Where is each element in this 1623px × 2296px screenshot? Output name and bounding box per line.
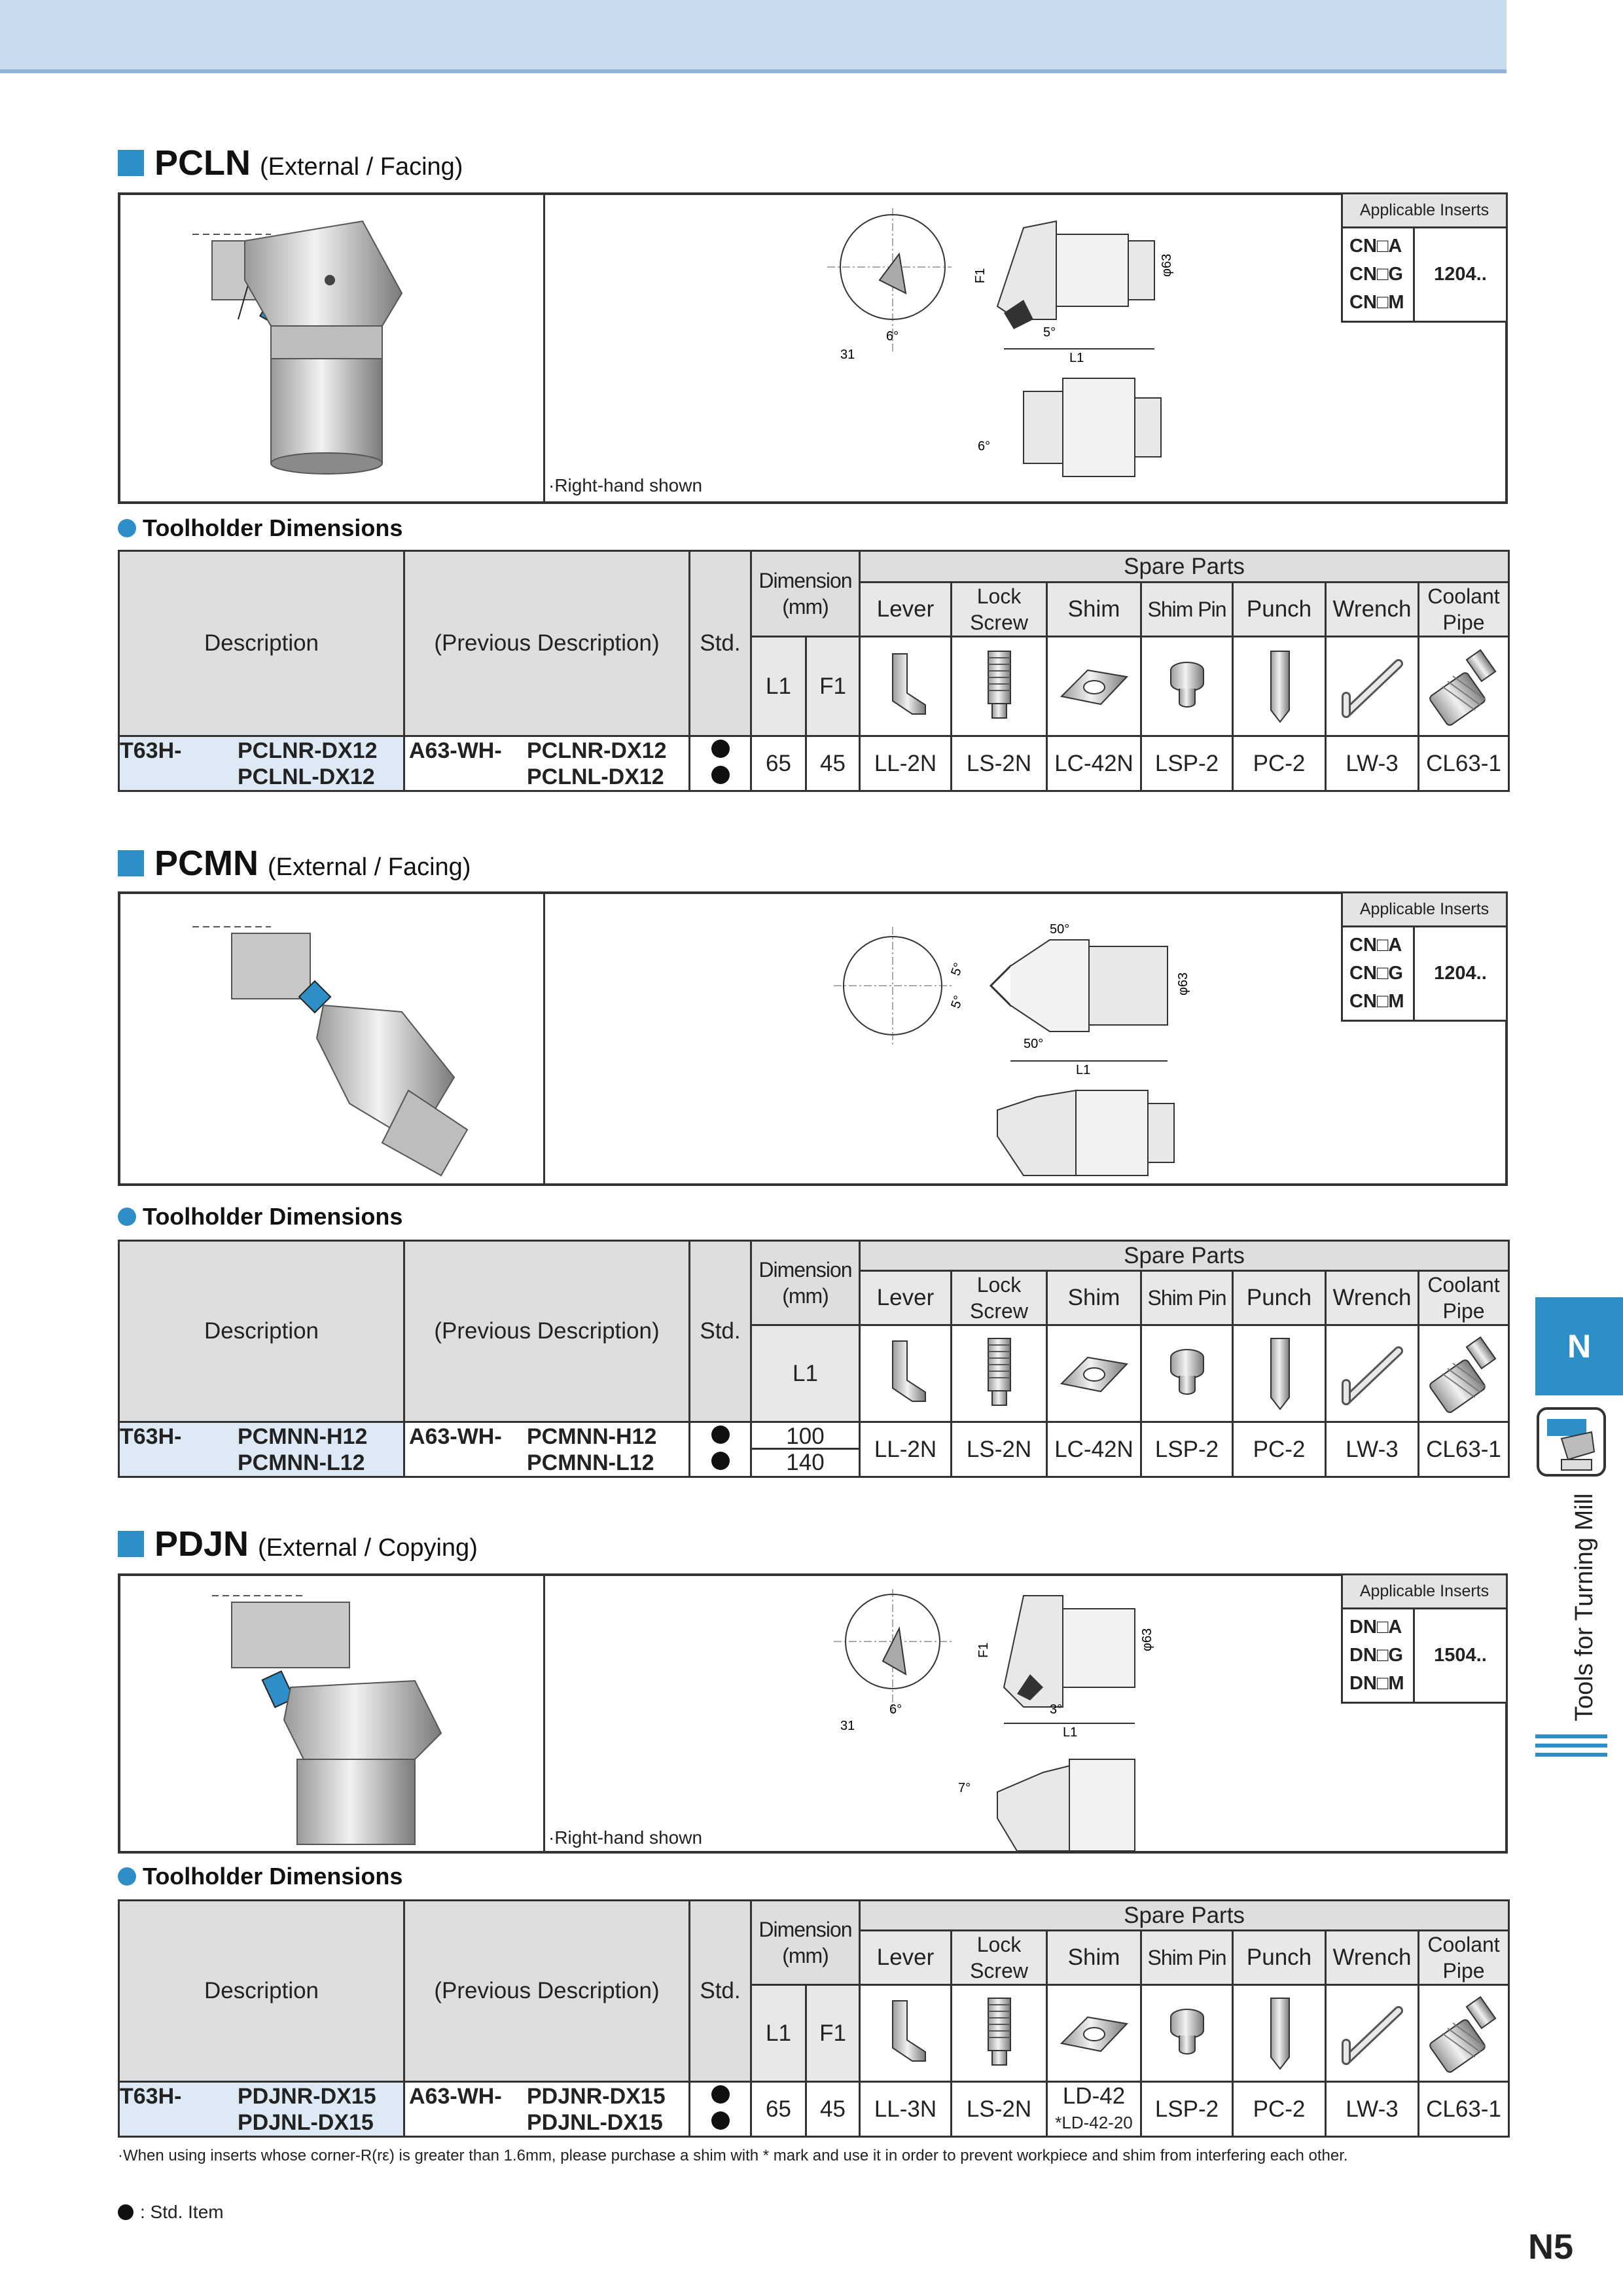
l1-value: 65	[751, 2082, 806, 2137]
figure-divider	[543, 894, 545, 1183]
turning-mill-icon	[1535, 1406, 1607, 1478]
col-wrench: Wrench	[1326, 583, 1419, 637]
lever-icon	[860, 637, 952, 736]
lever-value: LL-3N	[860, 2082, 952, 2137]
col-l1: L1	[751, 1985, 806, 2082]
wrench-icon	[1326, 1985, 1419, 2082]
phi63-label: φ63	[1176, 972, 1190, 996]
coolant-pipe-icon	[1419, 1985, 1509, 2082]
figure-box-pcmn	[118, 891, 1508, 1186]
col-shim: Shim	[1047, 1931, 1141, 1985]
col-std: Std.	[690, 1241, 751, 1422]
punch-icon	[1233, 1325, 1326, 1422]
side-stripes	[1535, 1734, 1607, 1761]
lock-screw-value: LS-2N	[952, 1422, 1047, 1477]
applicable-inserts-box	[1341, 192, 1508, 323]
wrench-icon	[1326, 637, 1419, 736]
toolholder-dims-label	[118, 514, 402, 542]
angle-label-2: 50°	[1024, 1037, 1044, 1051]
shim-pin-value: LSP-2	[1141, 1422, 1233, 1477]
insert-grade-a: DN□A	[1349, 1617, 1402, 1638]
side-vertical-text: Tools for Turning Mill	[1571, 1493, 1598, 1721]
col-std: Std.	[690, 1901, 751, 2082]
col-shim-pin: Shim Pin	[1141, 1931, 1233, 1985]
inserts-header: Applicable Inserts	[1343, 194, 1506, 228]
l1-value: 65	[751, 736, 806, 791]
col-f1: F1	[806, 1985, 860, 2082]
insert-size: 1204..	[1434, 963, 1487, 984]
applicable-inserts-box	[1341, 1573, 1508, 1704]
col-description: Description	[119, 551, 404, 736]
applicable-inserts-box	[1341, 891, 1508, 1022]
col-previous: (Previous Description)	[404, 1241, 690, 1422]
dims-table-pdjn	[118, 1899, 1510, 2138]
insert-grade-g: CN□G	[1349, 264, 1403, 285]
punch-icon	[1233, 1985, 1326, 2082]
col-lock-screw: Lock Screw	[952, 1271, 1047, 1325]
col-l1: L1	[751, 1325, 860, 1422]
section-subtitle: (External / Copying)	[258, 1534, 478, 1562]
l1-value-l12: 140	[786, 1449, 825, 1475]
previous-description-cell: A63-WH- PCLNR-DX12 PCLNL-DX12	[404, 736, 690, 791]
section-square-icon	[118, 150, 144, 176]
shim-value: LC-42N	[1047, 736, 1141, 791]
wrench-value: LW-3	[1326, 1422, 1419, 1477]
lock-screw-icon	[952, 1985, 1047, 2082]
punch-icon	[1233, 637, 1326, 736]
dim-31-label: 31	[840, 348, 855, 362]
l1-label: L1	[1069, 351, 1084, 365]
std-cell	[690, 1422, 751, 1477]
coolant-pipe-value: CL63-1	[1419, 736, 1509, 791]
figure-box-pdjn	[118, 1573, 1508, 1854]
figure-divider	[543, 1576, 545, 1851]
inserts-header: Applicable Inserts	[1343, 1575, 1506, 1609]
col-coolant-pipe: Coolant Pipe	[1419, 1271, 1509, 1325]
toolholder-photo-icon	[192, 1589, 480, 1851]
col-spare-parts: Spare Parts	[860, 551, 1509, 583]
f1-value: 45	[806, 736, 860, 791]
punch-value: PC-2	[1233, 2082, 1326, 2137]
lock-screw-value: LS-2N	[952, 736, 1047, 791]
col-spare-parts: Spare Parts	[860, 1901, 1509, 1931]
section-code: PCMN	[154, 844, 259, 883]
toolholder-dims-text: Toolholder Dimensions	[143, 1863, 403, 1890]
col-dimension: Dimension (mm)	[751, 551, 860, 637]
toolholder-dims-text: Toolholder Dimensions	[143, 1203, 403, 1230]
col-shim-pin: Shim Pin	[1141, 1271, 1233, 1325]
shim-pin-value: LSP-2	[1141, 2082, 1233, 2137]
phi63-label: φ63	[1140, 1628, 1154, 1651]
insert-grade-m: DN□M	[1349, 1673, 1404, 1694]
coolant-pipe-icon	[1419, 1325, 1509, 1422]
col-l1: L1	[751, 637, 806, 736]
std-dot-icon	[711, 740, 730, 758]
toolholder-dims-label	[118, 1203, 402, 1230]
angle-label-1: 6°	[886, 329, 899, 344]
insert-size: 1504..	[1434, 1645, 1487, 1666]
col-lever: Lever	[860, 1931, 952, 1985]
insert-grade-a: CN□A	[1349, 236, 1402, 257]
shim-icon	[1047, 1985, 1141, 2082]
previous-description-cell: A63-WH- PDJNR-DX15 PDJNL-DX15	[404, 2082, 690, 2137]
technical-drawing-icon	[827, 1583, 1416, 1857]
col-spare-parts: Spare Parts	[860, 1241, 1509, 1271]
section-square-icon	[118, 1531, 144, 1557]
col-previous: (Previous Description)	[404, 1901, 690, 2082]
col-dimension: Dimension (mm)	[751, 1241, 860, 1325]
col-f1: F1	[806, 637, 860, 736]
right-hand-note: ·Right-hand shown	[548, 1827, 703, 1848]
dims-table-pcln	[118, 550, 1510, 792]
shim-icon	[1047, 1325, 1141, 1422]
legend-text: : Std. Item	[140, 2202, 224, 2222]
col-coolant-pipe: Coolant Pipe	[1419, 1931, 1509, 1985]
bullet-dot-icon	[118, 1867, 136, 1886]
std-dot-icon	[711, 1452, 730, 1470]
insert-grade-a: CN□A	[1349, 935, 1402, 956]
angle-label-1: 6°	[889, 1702, 902, 1717]
shim-pin-value: LSP-2	[1141, 736, 1233, 791]
f1-label: F1	[973, 268, 988, 283]
section-title-pcln	[118, 143, 463, 183]
legend	[118, 2202, 224, 2223]
shim-icon	[1047, 637, 1141, 736]
wrench-value: LW-3	[1326, 2082, 1419, 2137]
section-title-pcmn	[118, 843, 471, 884]
punch-value: PC-2	[1233, 736, 1326, 791]
previous-description-cell: A63-WH- PCMNN-H12 PCMNN-L12	[404, 1422, 690, 1477]
description-cell: T63H- PCMNN-H12 PCMNN-L12	[119, 1422, 404, 1477]
std-dot-icon	[711, 2111, 730, 2130]
insert-grade-g: DN□G	[1349, 1645, 1403, 1666]
coolant-pipe-icon	[1419, 637, 1509, 736]
angle-label-3: 5°	[948, 961, 967, 978]
shim-value: LD-42 *LD-42-20	[1047, 2082, 1141, 2137]
col-previous: (Previous Description)	[404, 551, 690, 736]
coolant-pipe-value: CL63-1	[1419, 2082, 1509, 2137]
section-square-icon	[118, 850, 144, 876]
punch-value: PC-2	[1233, 1422, 1326, 1477]
dim-31-label: 31	[840, 1719, 855, 1733]
angle-label-3: 6°	[978, 439, 991, 454]
inserts-header: Applicable Inserts	[1343, 893, 1506, 927]
col-shim: Shim	[1047, 583, 1141, 637]
phi63-label: φ63	[1160, 253, 1174, 277]
insert-grade-m: CN□M	[1349, 991, 1404, 1012]
col-punch: Punch	[1233, 1931, 1326, 1985]
section-subtitle: (External / Facing)	[268, 853, 471, 881]
l1-label: L1	[1076, 1063, 1091, 1077]
angle-label-4: 5°	[948, 994, 967, 1011]
shim-pin-icon	[1141, 1325, 1233, 1422]
angle-label-2: 5°	[1043, 325, 1056, 340]
description-cell: T63H- PCLNR-DX12 PCLNL-DX12	[119, 736, 404, 791]
description-cell: T63H- PDJNR-DX15 PDJNL-DX15	[119, 2082, 404, 2137]
right-hand-note: ·Right-hand shown	[548, 475, 703, 495]
col-coolant-pipe: Coolant Pipe	[1419, 583, 1509, 637]
technical-drawing-icon	[827, 202, 1416, 503]
lever-value: LL-2N	[860, 736, 952, 791]
side-tab-n: N	[1535, 1297, 1623, 1395]
insert-grade-m: CN□M	[1349, 292, 1404, 313]
col-description: Description	[119, 1241, 404, 1422]
f1-value: 45	[806, 2082, 860, 2137]
std-dot-icon	[118, 2204, 134, 2220]
std-cell	[690, 2082, 751, 2137]
lock-screw-value: LS-2N	[952, 2082, 1047, 2137]
std-cell	[690, 736, 751, 791]
lever-icon	[860, 1325, 952, 1422]
col-punch: Punch	[1233, 583, 1326, 637]
angle-label-1: 50°	[1050, 922, 1070, 937]
wrench-icon	[1326, 1325, 1419, 1422]
std-dot-icon	[711, 1426, 730, 1444]
lock-screw-icon	[952, 1325, 1047, 1422]
figure-box-pcln	[118, 192, 1508, 504]
f1-label: F1	[976, 1642, 991, 1658]
insert-grade-g: CN□G	[1349, 963, 1403, 984]
col-wrench: Wrench	[1326, 1931, 1419, 1985]
std-dot-icon	[711, 766, 730, 784]
section-title-pdjn	[118, 1524, 478, 1564]
col-lock-screw: Lock Screw	[952, 583, 1047, 637]
insert-size: 1204..	[1434, 264, 1487, 285]
section-subtitle: (External / Facing)	[260, 153, 463, 181]
l1-label: L1	[1063, 1725, 1078, 1740]
page-number: N5	[1527, 2227, 1573, 2267]
col-wrench: Wrench	[1326, 1271, 1419, 1325]
col-shim-pin: Shim Pin	[1141, 583, 1233, 637]
toolholder-photo-icon	[192, 208, 480, 496]
section-code: PDJN	[154, 1524, 249, 1564]
coolant-pipe-value: CL63-1	[1419, 1422, 1509, 1477]
bullet-dot-icon	[118, 519, 136, 537]
shim-pin-icon	[1141, 1985, 1233, 2082]
toolholder-dims-label	[118, 1863, 402, 1890]
col-shim: Shim	[1047, 1271, 1141, 1325]
lock-screw-icon	[952, 637, 1047, 736]
wrench-value: LW-3	[1326, 736, 1419, 791]
std-dot-icon	[711, 2085, 730, 2104]
toolholder-photo-icon	[192, 907, 480, 1182]
lever-icon	[860, 1985, 952, 2082]
col-lock-screw: Lock Screw	[952, 1931, 1047, 1985]
col-lever: Lever	[860, 583, 952, 637]
footnote: ·When using inserts whose corner-R(rε) is greater than 1.6mm, please purchase a shim with * mark and use it in order to prevent workpiece and shim from interfering each other.	[118, 2147, 1348, 2164]
angle-label-2: 3°	[1050, 1702, 1063, 1717]
l1-values	[751, 1422, 860, 1477]
shim-pin-icon	[1141, 637, 1233, 736]
toolholder-dims-text: Toolholder Dimensions	[143, 514, 403, 541]
section-code: PCLN	[154, 143, 251, 183]
dims-table-pcmn	[118, 1240, 1510, 1478]
col-punch: Punch	[1233, 1271, 1326, 1325]
l1-value-h12: 100	[752, 1424, 859, 1450]
angle-label-3: 7°	[958, 1781, 971, 1795]
col-lever: Lever	[860, 1271, 952, 1325]
col-description: Description	[119, 1901, 404, 2082]
figure-divider	[543, 195, 545, 501]
technical-drawing-icon	[827, 901, 1416, 1189]
col-std: Std.	[690, 551, 751, 736]
bullet-dot-icon	[118, 1208, 136, 1226]
top-header-band	[0, 0, 1507, 73]
lever-value: LL-2N	[860, 1422, 952, 1477]
col-dimension: Dimension (mm)	[751, 1901, 860, 1985]
shim-value: LC-42N	[1047, 1422, 1141, 1477]
